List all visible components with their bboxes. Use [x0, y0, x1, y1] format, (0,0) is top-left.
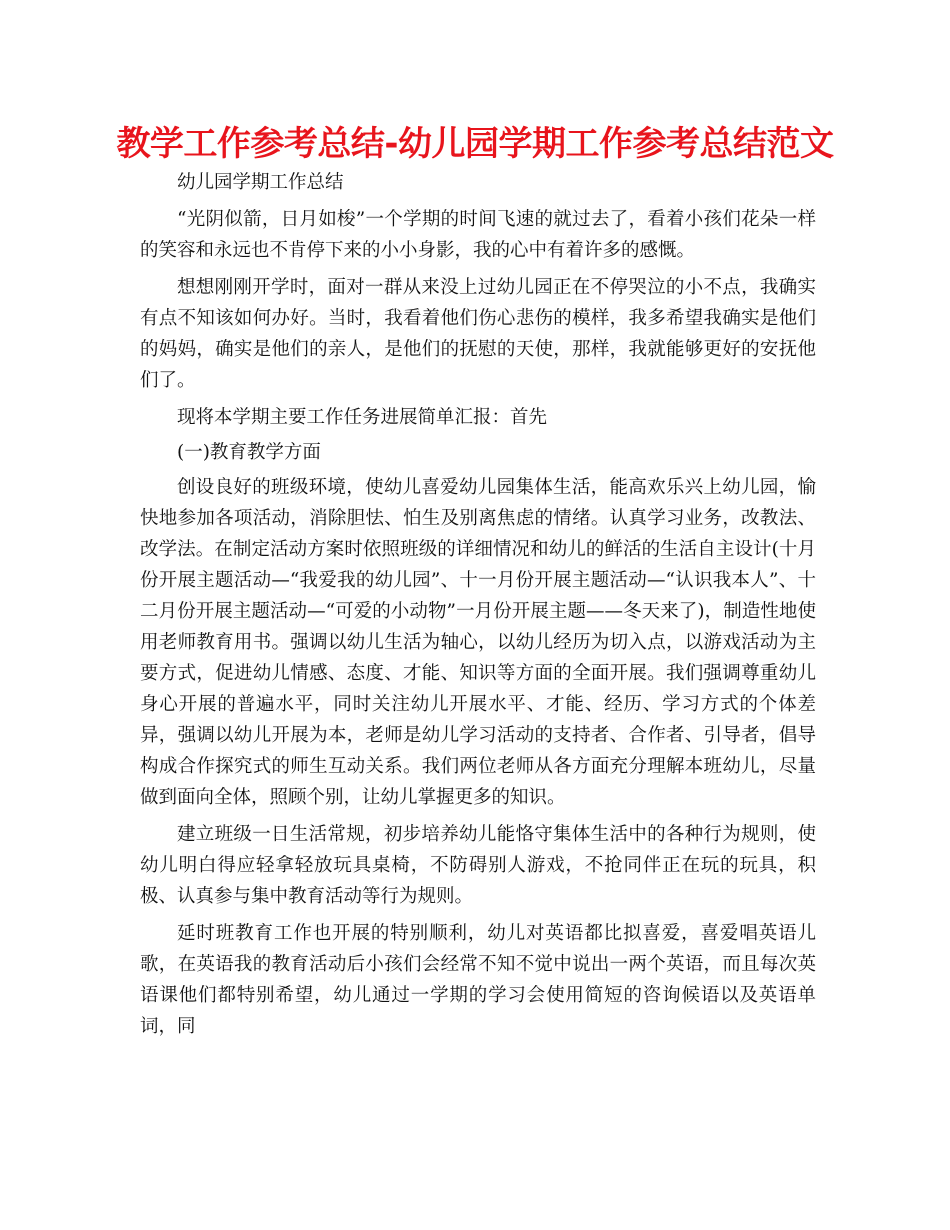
- paragraph: “光阴似箭，日月如梭”一个学期的时间飞速的就过去了，看着小孩们花朵一样的笑容和永远也不肯停下来的小小身影，我的心中有着许多的感慨。: [140, 209, 816, 261]
- paragraph: 想想刚刚开学时，面对一群从来没上过幼儿园正在不停哭泣的小不点，我确实有点不知该如何办好。当时，我看着他们伤心悲伤的模样，我多希望我确实是他们的妈妈，确实是他们的亲人，是他们的抚慰的天使，那样，我就能够更好的安抚他们了。: [140, 277, 816, 391]
- paragraph: 建立班级一日生活常规，初步培养幼儿能恪守集体生活中的各种行为规则，使幼儿明白得应轻拿轻放玩具桌椅，不防碍别人游戏，不抢同伴正在玩的玩具，积极、认真参与集中教育活动等行为规则。: [140, 824, 816, 907]
- paragraph: 创设良好的班级环境，使幼儿喜爱幼儿园集体生活，能高欢乐兴上幼儿园，愉快地参加各项活动，消除胆怯、怕生及别离焦虑的情绪。认真学习业务，改教法、改学法。在制定活动方案时依照班级的详细情况和幼儿的鲜活的生活自主设计(十月份开展主题活动—“我爱我的幼儿园”、十一月份开展主题活动—“认识我本人”、十二月份开展主题活动—“可爱的小动物”一月份开展主题——冬天来了)，制造性地使用老师教育用书。强调以幼儿生活为轴心，以幼儿经历为切入点，以游戏活动为主要方式，促进幼儿情感、态度、才能、知识等方面的全面开展。我们强调尊重幼儿身心开展的普遍水平，同时关注幼儿开展水平、才能、经历、学习方式的个体差异，强调以幼儿开展为本，老师是幼儿学习活动的支持者、合作者、引导者，倡导构成合作探究式的师生互动关系。我们两位老师从各方面充分理解本班幼儿，尽量做到面向全体，照顾个别，让幼儿掌握更多的知识。: [140, 477, 816, 808]
- document-title: 教学工作参考总结-幼儿园学期工作参考总结范文: [116, 124, 834, 164]
- paragraph-subtitle: 幼儿园学期工作总结: [177, 172, 344, 193]
- document-body: [140, 167, 816, 1048]
- paragraph: 现将本学期主要工作任务进展简单汇报：首先: [177, 407, 548, 428]
- section-heading: (一)教育教学方面: [177, 442, 321, 463]
- paragraph: 延时班教育工作也开展的特别顺利，幼儿对英语都比拟喜爱，喜爱唱英语儿歌，在英语我的教育活动后小孩们会经常不知不觉中说出一两个英语，而且每次英语课他们都特别希望，幼儿通过一学期的学习会使用简短的咨询候语以及英语单词，同: [140, 923, 816, 1037]
